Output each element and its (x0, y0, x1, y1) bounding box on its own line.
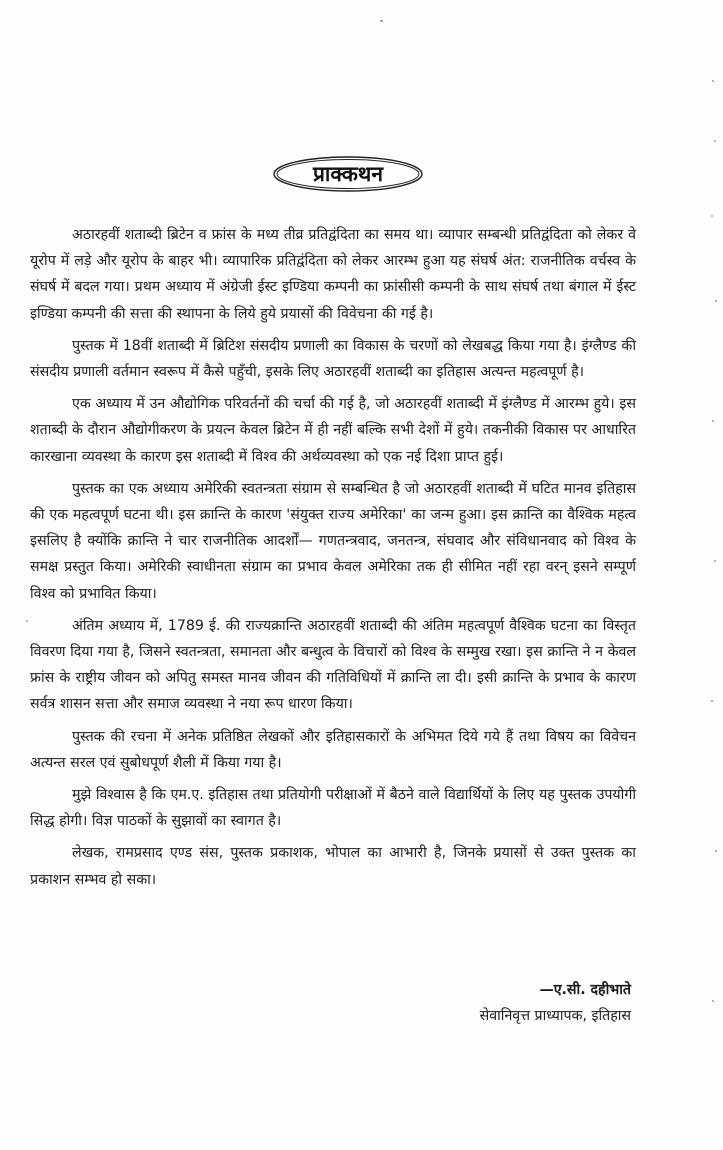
scan-speck (26, 620, 28, 622)
preface-body (30, 222, 636, 899)
paragraph: पुस्तक में 18वीं शताब्दी में ब्रिटिश संसदीय प्रणाली का विकास के चरणों को लेखबद्ध किया गया है। इंग्लैण्ड की संसदीय प्रणाली वर्तमान स्वरूप में कैसे पहुँची, इसके लिए अठारहवीं शताब्दी का इतिहास अत्यन्त महत्वपूर्ण है। (30, 337, 636, 381)
scan-speck (714, 140, 716, 142)
paragraph: अठारहवीं शताब्दी ब्रिटेन व फ्रांस के मध्य तीव्र प्रतिद्वंदिता का समय था। व्यापार सम्बन्धी प्रतिद्वंदिता को लेकर वे यूरोप में लड़े और यूरोप के बाहर भी। व्यापारिक प्रतिद्वंदिता को लेकर आरम्भ हुआ यह संघर्ष अंत: राजनीतिक वर्चस्व के संघर्ष में बदल गया। प्रथम अध्याय में अंग्रेजी ईस्ट इण्डिया कम्पनी का फ्रांसीसी कम्पनी के साथ संघर्ष तथा बंगाल में ईस्ट इण्डिया कम्पनी की सत्ता की स्थापना के लिये हुये प्रयासों की विवेचना की गई है। (30, 227, 636, 322)
page-title: प्राक्कथन (312, 162, 384, 186)
paragraph: मुझे विश्वास है कि एम.ए. इतिहास तथा प्रतियोगी परीक्षाओं में बैठने वाले विद्यार्थियों के लिए यह पुस्तक उपयोगी सिद्ध होगी। विज्ञ पाठकों के सुझावों का स्वागत है। (30, 787, 636, 830)
paragraph: पुस्तक का एक अध्याय अमेरिकी स्वतन्त्रता संग्राम से सम्बन्धित है जो अठारहवीं शताब्दी में घटित मानव इतिहास की एक महत्वपूर्ण घटना थी। इस क्रान्ति के कारण 'संयुक्त राज्य अमेरिका' का जन्म हुआ। इस क्रान्ति का वैश्विक महत्व इसलिए है क्योंकि क्रान्ति ने चार राजनीतिक आदर्शों— गणतन्त्रवाद, जनतन्त्र, संघवाद और संविधानवाद को विश्व के समक्ष प्रस्तुत किया। अमेरिकी स्वाधीनता संग्राम का प्रभाव केवल अमेरिका तक ही सीमित नहीं रहा वरन् इसने सम्पूर्ण विश्व को प्रभावित किया। (30, 480, 636, 602)
author-name: —ए.सी. दहीभाते (539, 982, 631, 998)
paragraph: लेखक, रामप्रसाद एण्ड संस, पुस्तक प्रकाशक, भोपाल का आभारी है, जिनके प्रयासों से उक्त पुस्तक का प्रकाशन सम्भव हो सका। (30, 845, 636, 888)
author-designation: सेवानिवृत्त प्राध्यापक, इतिहास (479, 1008, 631, 1024)
paragraph: एक अध्याय में उन औद्योगिक परिवर्तनों की चर्चा की गई है, जो अठारहवीं शताब्दी में इंग्लैण्ड में आरम्भ हुये। इस शताब्दी के दौरान औद्योगीकरण के प्रयत्न केवल ब्रिटेन में ही नहीं बल्कि सभी देशों में हुये। तकनीकी विकास पर आधारित कारखाना व्यवस्था के कारण इस शताब्दी में विश्व की अर्थव्यवस्था को एक नई दिशा प्राप्त हुई। (30, 396, 636, 465)
signature-block (480, 977, 631, 1029)
paragraph: अंतिम अध्याय में, 1789 ई. की राज्यक्रान्ति अठारहवीं शताब्दी की अंतिम महत्वपूर्ण वैश्विक घटना का विस्तृत विवरण दिया गया है, जिसने स्वतन्त्रता, समानता और बन्धुत्व के विचारों को विश्व के सम्मुख रखा। इस क्रान्ति ने न केवल फ्रांस के राष्ट्रीय जीवन को अपितु समस्त मानव जीवन की गतिविधियों में क्रान्ति ला दी। इसी क्रान्ति के प्रभाव के कारण सर्वत्र शासन सत्ता और समाज व्यवस्था ने नया रूप धारण किया। (30, 617, 636, 713)
scan-speck (715, 300, 717, 302)
scan-speck (712, 80, 714, 82)
scan-speck (380, 20, 383, 22)
scan-speck (711, 215, 713, 217)
paragraph: पुस्तक की रचना में अनेक प्रतिष्ठित लेखकों और इतिहासकारों के अभिमत दिये गये हैं तथा विषय का विवेचन अत्यन्त सरल एवं सुबोधपूर्ण शैली में किया गया है। (30, 728, 636, 771)
scan-speck (715, 850, 717, 852)
scan-speck (712, 420, 714, 422)
scan-speck (711, 700, 713, 702)
title-badge (272, 154, 424, 194)
scan-speck (712, 1000, 714, 1002)
scan-speck (714, 560, 716, 562)
